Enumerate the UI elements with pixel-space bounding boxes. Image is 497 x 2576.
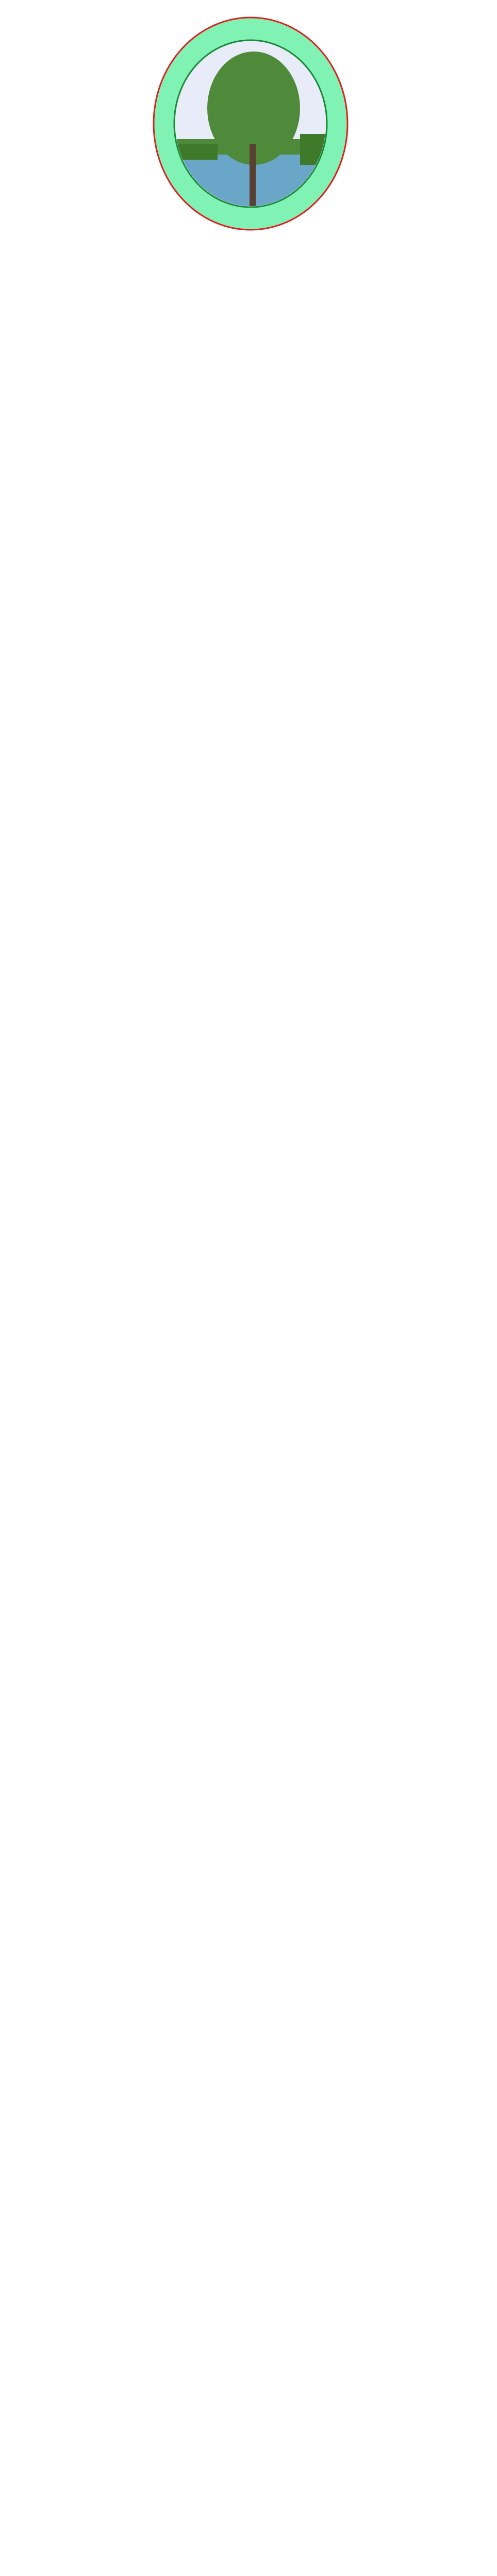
logo-emblem-icon [151,15,351,232]
plne-logo [151,15,351,232]
